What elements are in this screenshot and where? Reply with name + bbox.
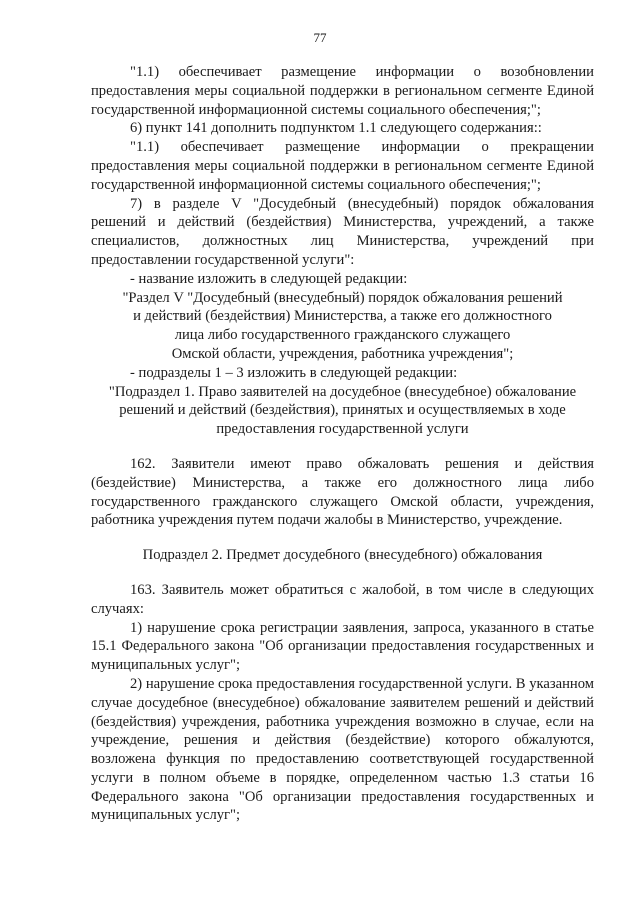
subsection-2-title: Подраздел 2. Предмет досудебного (внесудебного) обжалования	[142, 547, 543, 564]
section-v-title	[91, 289, 594, 364]
paragraph-subitem-1-1-resume: "1.1) обеспечивает размещение информации о возобновлении предоставления меры социальной поддержки в региональном сегменте Единой государственной информационной системы социального обеспечения;";	[91, 64, 594, 118]
paragraph-subsections-instruction: - подразделы 1 – 3 изложить в следующей редакции:	[130, 364, 458, 381]
subsection-1-title-line: "Подраздел 1. Право заявителей на досудебное (внесудебное) обжалование	[108, 383, 577, 400]
subsection-1-title	[91, 383, 594, 439]
paragraph-163-item-2: 2) нарушение срока предоставления государственной услуги. В указанном случае досудебное (внесудебное) обжалование заявителем решений и действий (бездействия) учреждения, работника учреждения возможно в случае, если на учреждение, решения и действия (бездействие) которого обжалуются, возложена функция по предоставлению соответствующей государственной услуги в полном объеме в порядке, определенном частью 1.3 статьи 16 Федерального закона "Об организации предоставления государственных и муниципальных услуг";	[91, 675, 594, 824]
paragraph-item-6: 6) пункт 141 дополнить подпунктом 1.1 следующего содержания::	[130, 120, 542, 137]
paragraph-163: 163. Заявитель может обратиться с жалобой, в том числе в следующих случаях:	[91, 581, 594, 617]
subsection-1-title-line: решений и действий (бездействия), принятых и осуществляемых в ходе	[119, 402, 566, 419]
paragraph-item-7: 7) в разделе V "Досудебный (внесудебный) порядок обжалования решений и действий (бездействия) Министерства, учреждений, а также специалистов, должностных лиц Министерства, учреждений при предоставлении государственной услуги":	[91, 195, 594, 268]
section-v-title-line: Омской области, учреждения, работника учреждения";	[171, 345, 514, 362]
page-number: 77	[313, 30, 327, 45]
section-v-title-line: "Раздел V "Досудебный (внесудебный) порядок обжалования решений	[122, 289, 563, 306]
paragraph-name-instruction: - название изложить в следующей редакции:	[130, 270, 408, 287]
subsection-1-title-line: предоставления государственной услуги	[216, 421, 469, 438]
section-v-title-line: лица либо государственного гражданского служащего	[174, 327, 511, 344]
section-v-title-line: и действий (бездействия) Министерства, а также его должностного	[133, 308, 552, 325]
paragraph-subitem-1-1-termination: "1.1) обеспечивает размещение информации о прекращении предоставления меры социальной поддержки в региональном сегменте Единой государственной информационной системы социального обеспечения;";	[91, 139, 594, 193]
paragraph-163-item-1: 1) нарушение срока регистрации заявления, запроса, указанного в статье 15.1 Федерального закона "Об организации предоставления государственных и муниципальных услуг";	[91, 619, 594, 674]
document-body	[91, 63, 594, 825]
paragraph-162: 162. Заявители имеют право обжаловать решения и действия (бездействие) Министерства, а также его должностного лица либо государственного гражданского служащего Омской области, учреждения, работника учреждения путем подачи жалобы в Министерство, учреждение.	[91, 455, 594, 529]
